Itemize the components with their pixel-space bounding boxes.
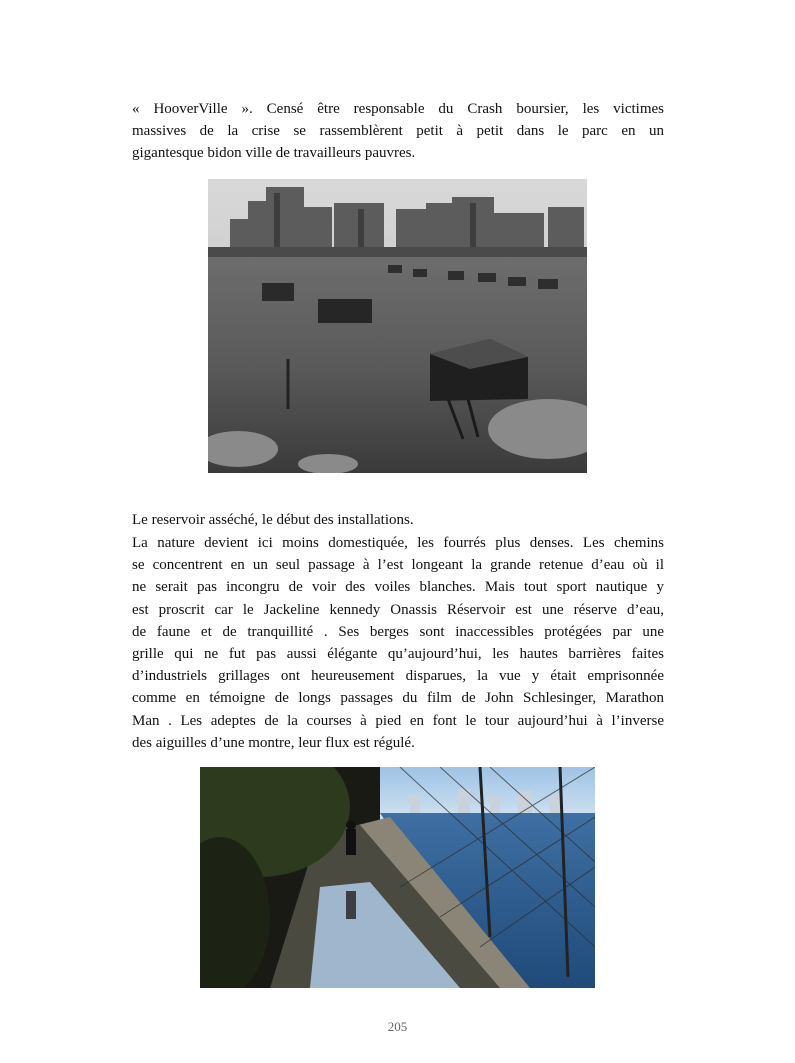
paragraph-hooverville xyxy=(132,98,664,165)
paragraph-reservoir xyxy=(132,532,664,754)
text-line: La nature devient ici moins domestiquée, les fourrés plus denses. Les chemins xyxy=(132,535,664,551)
text-line: « HooverVille ». Censé être responsable du Crash boursier, les victimes xyxy=(132,101,664,117)
text-line: des aiguilles d’une montre, leur flux est régulé. xyxy=(132,734,415,751)
text-line: grille qui ne fut pas aussi élégante qu’aujourd’hui, les hautes barrières faites xyxy=(132,646,664,663)
text-line: est proscrit car le Jackeline kennedy Onassis Réservoir est une réserve d’eau, xyxy=(132,601,664,618)
photo-caption: Le reservoir asséché, le début des installations. xyxy=(132,512,414,528)
text-line: se concentrent en un seul passage à l’est longeant la grande retenue d’eau où il xyxy=(132,557,664,574)
text-line: ne serait pas incongru de voir des voiles blanches. Mais tout sport nautique y xyxy=(132,579,664,596)
text-line: comme en témoigne de longs passages du film de John Schlesinger, Marathon xyxy=(132,690,664,707)
reservoir-path-photo-illustration xyxy=(200,767,595,988)
hooverville-photo-illustration xyxy=(208,179,587,473)
hooverville-photo xyxy=(208,179,587,473)
text-line: massives de la crise se rassemblèrent petit à petit dans le parc en un xyxy=(132,123,664,140)
text-line: d’industriels grillages ont heureusement disparues, la vue y était emprisonnée xyxy=(132,668,664,685)
page-number: 205 xyxy=(387,1019,408,1034)
text-line: gigantesque bidon ville de travailleurs pauvres. xyxy=(132,145,416,162)
reservoir-path-photo xyxy=(200,767,595,988)
text-line: de faune et de tranquillité . Ses berges sont inaccessibles protégées par une xyxy=(132,623,664,640)
text-line: Man . Les adeptes de la courses à pied en font le tour aujourd’hui à l’inverse xyxy=(132,712,664,729)
